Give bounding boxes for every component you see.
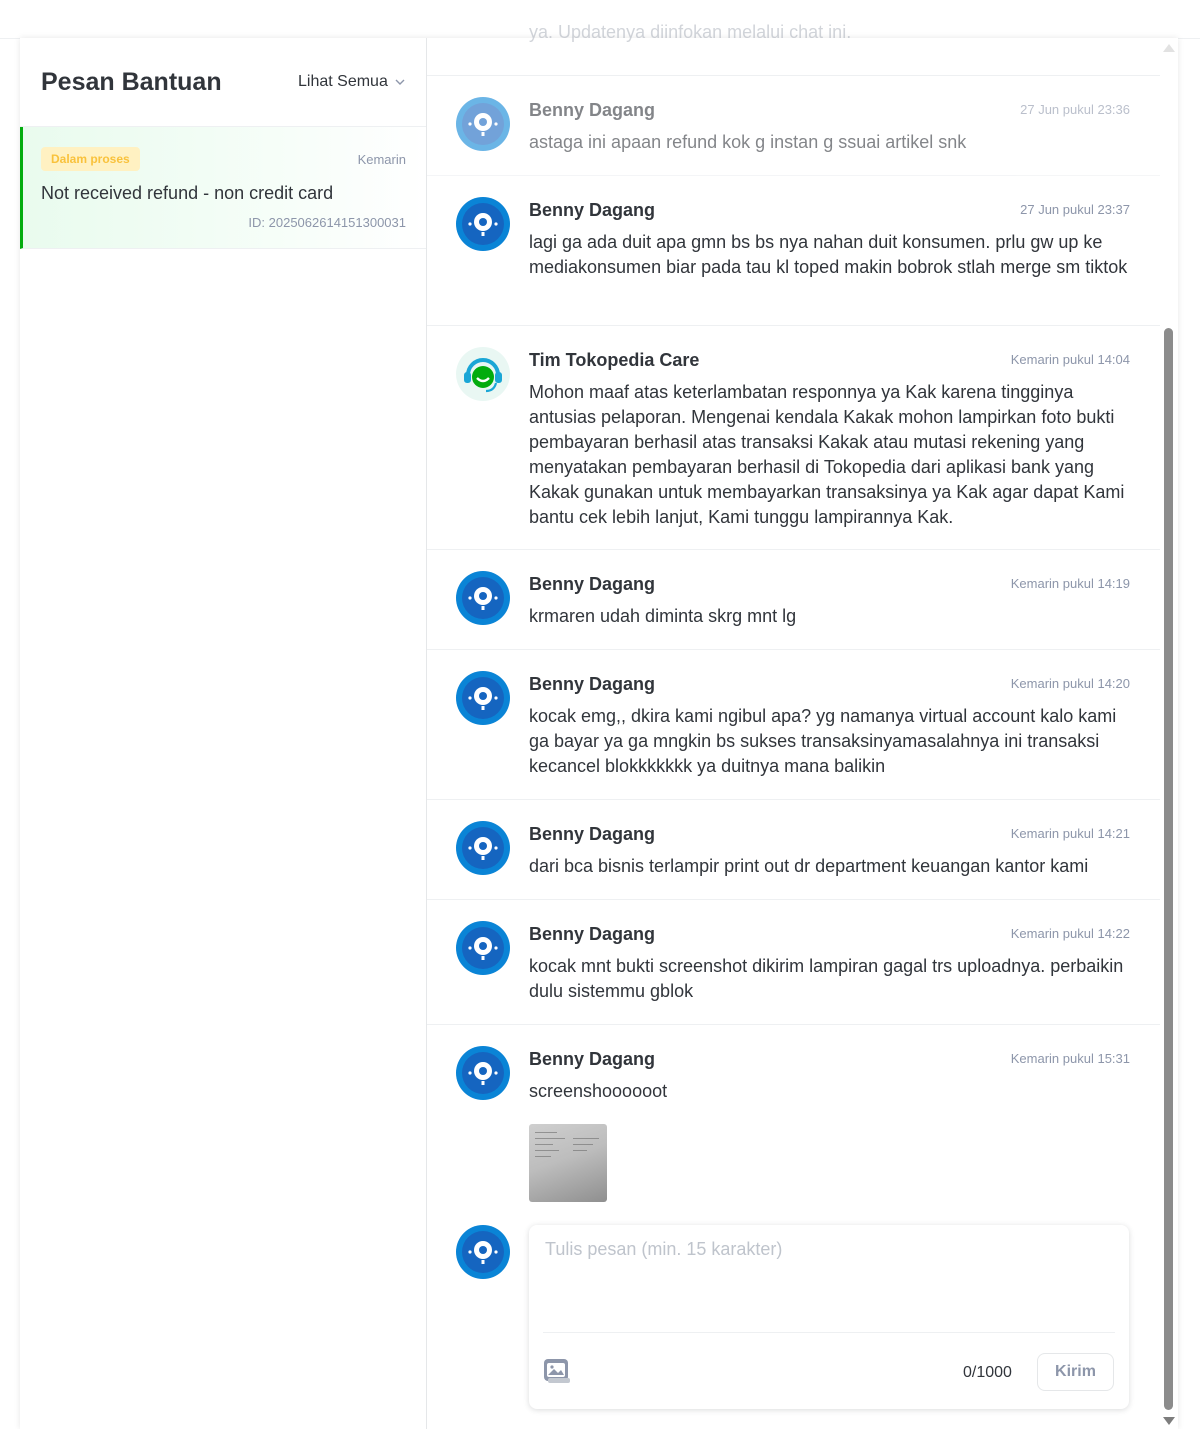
user-avatar-icon [456,671,510,725]
message-item [427,325,1160,550]
user-avatar-icon [456,1046,510,1100]
message-item [427,175,1160,326]
message-time: 27 Jun pukul 23:36 [1020,102,1130,117]
message-author: Benny Dagang [529,924,656,944]
ticket-item[interactable] [20,127,426,249]
user-avatar-icon [456,921,510,975]
message-item [427,899,1160,1025]
chevron-down-icon [394,76,406,88]
chat-scrollbar[interactable] [1160,38,1178,1429]
message-text: dari bca bisnis terlampir print out dr department keuangan kantor kami [529,856,1089,876]
ticket-id: ID: 2025062614151300031 [248,215,406,230]
message-input[interactable] [543,1237,1117,1331]
ticket-sidebar [20,38,427,1429]
see-all-link[interactable] [298,73,406,91]
message-time: Kemarin pukul 14:22 [1010,926,1130,941]
message-item [427,1024,1160,1114]
message-time: 27 Jun pukul 23:37 [1020,202,1130,217]
message-time: Kemarin pukul 14:20 [1010,676,1130,691]
message-author: Benny Dagang [529,674,656,694]
send-button[interactable]: Kirim [1037,1353,1114,1391]
message-text: krmaren udah diminta skrg mnt lg [529,606,797,626]
message-item [427,549,1160,650]
message-item [427,799,1160,900]
message-item [427,75,1160,176]
message-author: Benny Dagang [529,574,656,594]
help-messages-panel [20,22,1178,1429]
user-avatar-icon [456,571,510,625]
user-avatar-icon [456,97,510,151]
attachment-thumbnail[interactable] [529,1124,607,1202]
user-avatar-icon [456,197,510,251]
composer-divider [543,1332,1115,1333]
message-author: Benny Dagang [529,100,656,120]
sidebar-header [20,38,426,127]
message-text: ya. Updatenya diinfokan melalui chat ini. [529,22,852,42]
scrollbar-thumb[interactable] [1164,328,1173,1410]
message-item-cut [427,22,1160,76]
chat-thread[interactable] [427,22,1160,1429]
character-counter: 0/1000 [963,1364,1012,1381]
message-author: Benny Dagang [529,200,656,220]
message-text: kocak mnt bukti screenshot dikirim lampiran gagal trs uploadnya. perbaikin dulu sistemmu gblok [529,956,1124,1001]
ticket-title: Not received refund - non credit card [41,183,334,203]
message-composer [529,1225,1129,1409]
message-time: Kemarin pukul 14:19 [1010,576,1130,591]
message-author: Benny Dagang [529,1049,656,1069]
message-author: Tim Tokopedia Care [529,350,700,370]
sidebar-title: Pesan Bantuan [41,68,222,96]
message-text: astaga ini apaan refund kok g instan g ssuai artikel snk [529,132,967,152]
message-time: Kemarin pukul 14:21 [1010,826,1130,841]
message-text: kocak emg,, dkira kami ngibul apa? yg namanya virtual account kalo kami ga bayar ya ga mngkin bs sukses transaksinyamasalahnya ini transaksi kecancel blokkkkkkk ya duitnya mana balikin [529,706,1117,776]
message-item [427,649,1160,800]
message-time: Kemarin pukul 15:31 [1010,1051,1130,1066]
ticket-time: Kemarin [357,152,406,167]
message-text: Mohon maaf atas keterlambatan responnya ya Kak karena tingginya antusias pelaporan. Mengenai kendala Kakak mohon lampirkan foto bukti pembayaran berhasil atas transaksi Kakak atau mutasi rekening yang menyatakan pembayaran berhasil di Tokopedia dari aplikasi bank yang Kakak gunakan untuk membayarkan transaksinya ya Kak agar dapat Kami bantu cek lebih lanjut, Kami tunggu lampirannya Kak. [529,382,1125,527]
image-attach-icon[interactable] [543,1358,571,1384]
see-all-label: Lihat Semua [298,73,388,90]
scroll-up-arrow-icon[interactable] [1163,44,1175,52]
user-avatar-icon [456,821,510,875]
tokopedia-care-icon [456,347,510,401]
message-author: Benny Dagang [529,824,656,844]
user-avatar-icon [456,1225,510,1279]
scroll-down-arrow-icon[interactable] [1163,1417,1175,1425]
message-time: Kemarin pukul 14:04 [1010,352,1130,367]
status-badge: Dalam proses [41,147,140,171]
message-text: screenshoooooot [529,1081,668,1101]
message-text: lagi ga ada duit apa gmn bs bs nya nahan duit konsumen. prlu gw up ke mediakonsumen biar pada tau kl toped makin bobrok stlah merge sm tiktok [529,232,1128,277]
